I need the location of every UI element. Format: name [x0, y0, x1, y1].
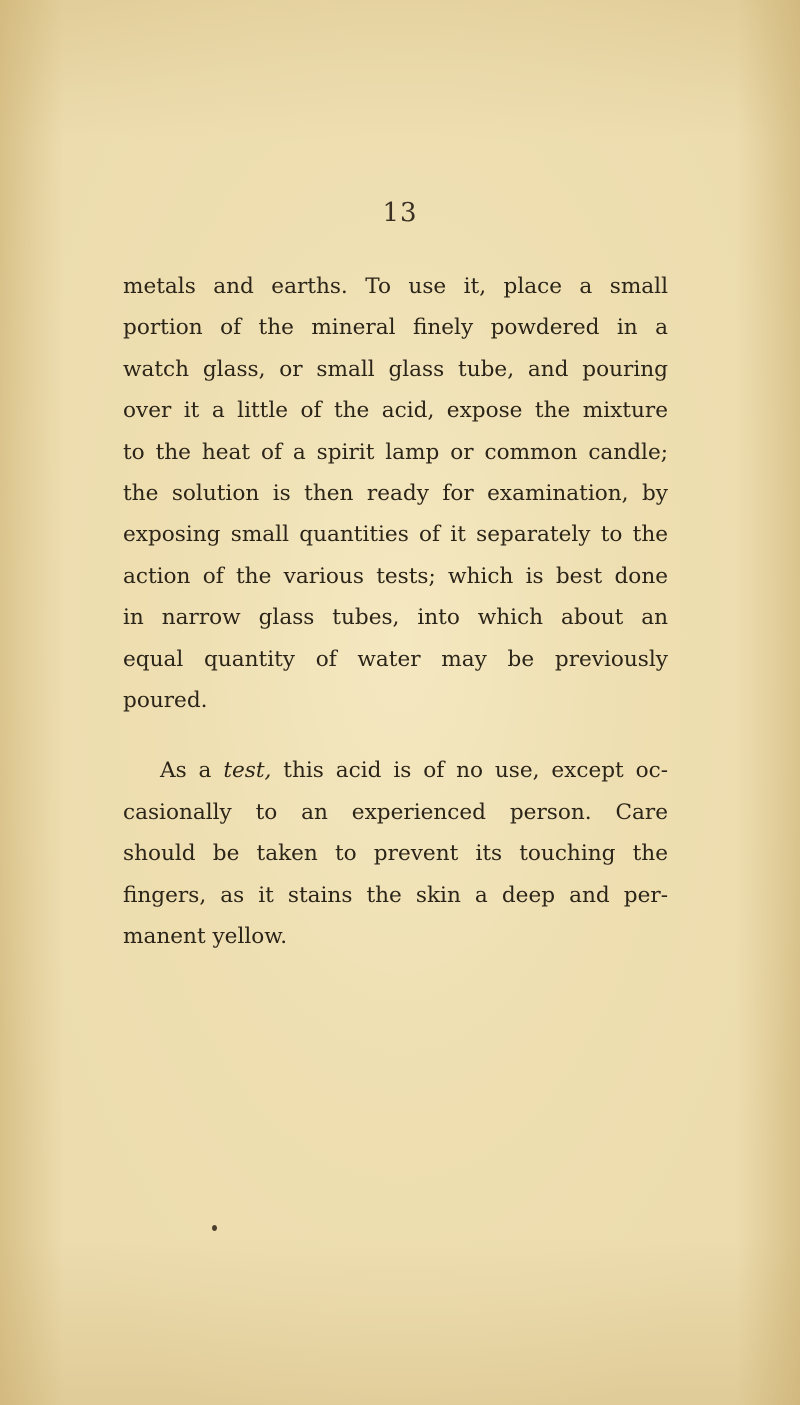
text-line: action of the various tests; which is best done — [123, 563, 668, 589]
text-run: this acid is of no use, except oc- — [271, 758, 668, 784]
text-line: casionally to an experienced person. Care — [123, 799, 668, 825]
text-line: in narrow glass tubes, into which about an — [123, 605, 668, 631]
page-number: 13 — [382, 198, 418, 228]
text-line: exposing small quantities of it separately to the — [123, 522, 668, 548]
paragraph-2 — [123, 750, 668, 957]
text-line: metals and earths. To use it, place a small — [123, 274, 668, 299]
text-line: equal quantity of water may be previously — [123, 646, 668, 672]
text-line: fingers, as it stains the skin a deep and per- — [123, 882, 668, 908]
body-text — [123, 266, 668, 958]
text-line: portion of the mineral finely powdered in a — [123, 315, 668, 341]
text-line: manent yellow. — [123, 924, 288, 950]
text-line: poured. — [123, 688, 208, 714]
text-line: the solution is then ready for examination, by — [123, 481, 668, 507]
text-line — [123, 750, 668, 791]
italic-term: test, — [223, 758, 272, 784]
paragraph-1 — [123, 266, 668, 721]
text-line: watch glass, or small glass tube, and pouring — [123, 356, 668, 382]
text-run: As a — [160, 758, 224, 784]
text-line: to the heat of a spirit lamp or common candle; — [123, 439, 668, 465]
text-line: over it a little of the acid, expose the mixture — [123, 398, 668, 424]
ink-speck — [212, 1225, 217, 1231]
text-line: should be taken to prevent its touching the — [123, 841, 668, 867]
